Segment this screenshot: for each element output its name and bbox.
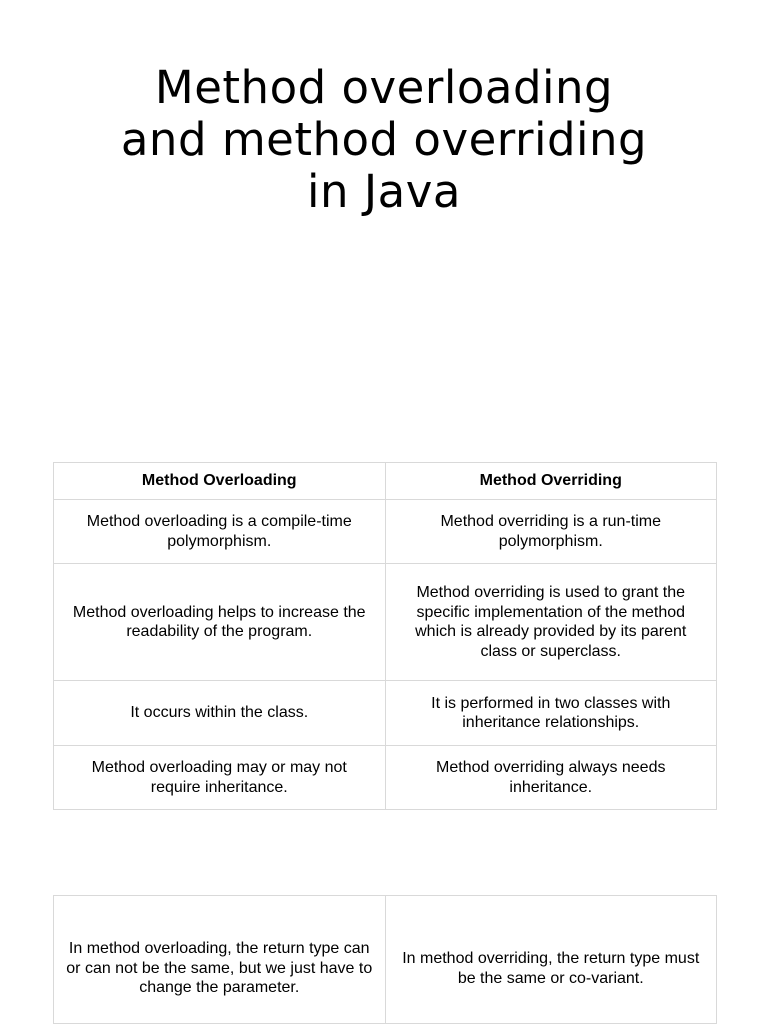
comparison-table	[53, 462, 717, 810]
title-line: in Java	[307, 165, 461, 218]
table-row	[54, 896, 717, 1024]
continuation-table	[53, 895, 717, 1024]
table-cell: Method overloading is a compile-time polymorphism.	[54, 500, 386, 564]
table-row	[54, 681, 717, 746]
title-line: and method overriding	[120, 113, 648, 166]
table-row	[54, 746, 717, 810]
table-cell: Method overriding is used to grant the specific implementation of the method which is already provided by its parent class or superclass.	[385, 564, 717, 681]
table-cell: In method overloading, the return type can or can not be the same, but we just have to change the parameter.	[54, 896, 386, 1024]
table-cell: Method overloading helps to increase the readability of the program.	[54, 564, 386, 681]
table-row	[54, 564, 717, 681]
table-cell: Method overriding always needs inheritance.	[385, 746, 717, 810]
title-line: Method overloading	[154, 61, 614, 114]
table-cell: It is performed in two classes with inheritance relationships.	[385, 681, 717, 746]
header-method-overloading: Method Overloading	[54, 463, 386, 500]
table-cell: It occurs within the class.	[54, 681, 386, 746]
table-header-row	[54, 463, 717, 500]
page-title	[84, 62, 684, 218]
header-method-overriding: Method Overriding	[385, 463, 717, 500]
table-cell: Method overriding is a run-time polymorphism.	[385, 500, 717, 564]
table-cell: Method overloading may or may not require inheritance.	[54, 746, 386, 810]
table-cell: In method overriding, the return type must be the same or co-variant.	[385, 896, 717, 1024]
table-row	[54, 500, 717, 564]
